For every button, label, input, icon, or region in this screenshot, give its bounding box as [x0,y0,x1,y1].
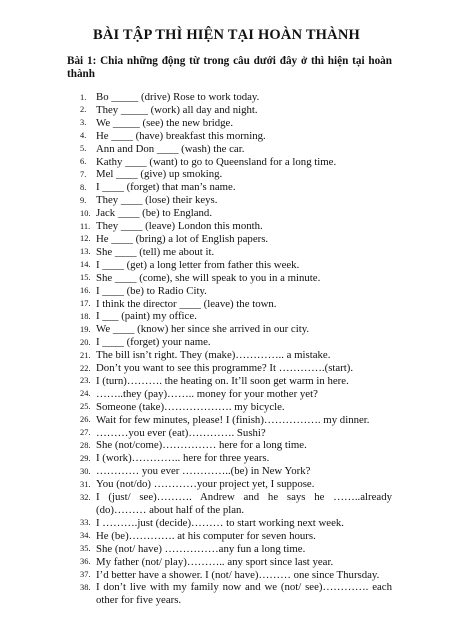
exercise-number: 13. [80,247,91,257]
exercise-number: 3. [80,118,87,128]
exercise-number: 5. [80,144,87,154]
exercise-item [80,310,392,323]
exercise-text: ………… you ever …………..(be) in New York? [96,465,311,478]
exercise-number: 17. [80,299,91,308]
exercise-text: They _____ (work) all day and night. [96,103,258,116]
exercise-text: She ____ (come), she will speak to you in a minute. [96,271,321,284]
exercise-number: 34. [80,531,91,541]
exercise-number: 1. [80,92,87,102]
exercise-text: I’d better have a shower. I (not/ have)……… one since Thursday. [96,568,380,581]
exercise-text: The bill isn’t right. They (make)………….. a mistake. [96,349,331,362]
exercise-number: 6. [80,157,87,167]
exercise-number: 2. [80,105,87,115]
exercise-item [80,543,392,556]
exercise-item [80,427,392,440]
exercise-text: They ____ (lose) their keys. [96,194,218,207]
exercise-text: ……..they (pay)…….. money for your mother yet? [96,387,318,400]
exercise-text: I ____ (forget) that man’s name. [96,181,236,194]
exercise-item [80,259,392,272]
exercise-item [80,272,392,285]
exercise-item [80,104,392,117]
exercise-text: Bo _____ (drive) Rose to work today. [96,91,260,103]
exercise-item [80,491,392,517]
exercise-item [80,388,392,401]
exercise-item [80,298,392,311]
exercise-number: 27. [80,428,91,438]
exercise-text: Wait for few minutes, please! I (finish)……………. my dinner. [96,413,370,426]
exercise-number: 4. [80,131,87,141]
exercise-number: 23. [80,376,91,386]
exercise-text: I ____ (forget) your name. [96,336,211,349]
exercise-item [80,194,392,207]
exercise-item [80,362,392,375]
exercise-text: He ____ (have) breakfast this morning. [96,129,266,142]
exercise-text: Don’t you want to see this programme? It ………….(start). [96,362,354,375]
exercise-number: 22. [80,363,91,373]
exercise-text: My father (not/ play)……….. any sport since last year. [96,555,334,568]
exercise-number: 25. [80,402,91,412]
exercise-item [80,246,392,259]
exercise-text: I (turn)………. the heating on. It’ll soon get warm in here. [96,374,349,387]
exercise-text: They ____ (leave) London this month. [96,220,263,233]
exercise-number: 11. [80,221,91,231]
exercise-item [80,517,392,530]
exercise-text: Jack ____ (be) to England. [96,207,213,220]
exercise-item [80,220,392,233]
exercise-number: 38. [80,582,91,592]
exercise-number: 21. [80,350,91,360]
exercise-text: She ____ (tell) me about it. [96,245,215,258]
exercise-item [80,156,392,169]
exercise-item [80,375,392,388]
exercise-number: 19. [80,324,91,334]
exercise-item [80,181,392,194]
exercise-item [80,401,392,414]
exercise-text: I (work)………….. here for three years. [96,452,270,465]
exercise-text: Mel ____ (give) up smoking. [96,168,223,181]
exercise-text: I (just/ see)………. Andrew and he says he ……..already (do)……… about half of the plan. [96,491,392,516]
exercise-number: 8. [80,182,87,192]
exercise-number: 35. [80,544,91,554]
exercise-item [80,168,392,181]
exercise-number: 26. [80,415,91,425]
exercise-text: He ____ (bring) a lot of English papers. [96,232,269,245]
page-title: BÀI TẬP THÌ HIỆN TẠI HOÀN THÀNH [92,27,360,43]
exercise-item [80,130,392,143]
exercise-item [80,439,392,452]
exercise-number: 36. [80,557,91,567]
exercise-number: 37. [80,570,91,580]
exercise-text: I don’t live with my family now and we (not/ see)…………. each other for five years. [96,581,392,607]
exercise-list [80,91,392,607]
exercise-text: We ____ (know) her since she arrived in our city. [96,323,310,336]
exercise-number: 18. [80,311,91,321]
exercise-item [80,581,392,607]
exercise-text: You (not/do) …………your project yet, I suppose. [96,478,315,491]
exercise-number: 14. [80,260,91,270]
exercise-number: 32. [80,492,91,502]
exercise-text: She (not/ have) ……………any fun a long time. [96,542,306,555]
exercise-number: 28. [80,440,91,450]
exercise-number: 16. [80,286,91,296]
exercise-item [80,556,392,569]
exercise-item [80,117,392,130]
exercise-item [80,452,392,465]
exercise-text: Kathy ____ (want) to go to Queensland for a long time. [96,155,337,168]
exercise-number: 31. [80,479,91,489]
exercise-item [80,478,392,491]
exercise-text: I ……….just (decide)……… to start working next week. [96,516,344,529]
exercise-text: I ____ (be) to Radio City. [96,284,207,297]
exercise-number: 15. [80,273,91,283]
exercise-number: 24. [80,389,91,399]
exercise-text: She (not/come)…………… here for a long time. [96,439,307,452]
exercise-item [80,91,392,104]
exercise-text: I ____ (get) a long letter from father this week. [96,258,300,271]
exercise-text: I ___ (paint) my office. [96,310,197,323]
exercise-item [80,465,392,478]
exercise-item [80,336,392,349]
exercise-text: We _____ (see) the new bridge. [96,116,234,129]
exercise-number: 30. [80,466,91,476]
exercise-number: 29. [80,453,91,463]
exercise-text: Someone (take)………………. my bicycle. [96,400,285,413]
exercise-text: He (be)…………. at his computer for seven hours. [96,529,316,542]
exercise-text: Ann and Don ____ (wash) the car. [96,142,245,155]
exercise-heading: Bài 1: Chia những động từ trong câu dưới đây ở thì hiện tại hoàn thành [67,55,392,80]
exercise-item [80,530,392,543]
exercise-item [80,569,392,582]
exercise-number: 7. [80,169,87,179]
exercise-number: 20. [80,337,91,347]
exercise-item [80,323,392,336]
exercise-item [80,143,392,156]
exercise-number: 10. [80,208,91,218]
exercise-item [80,414,392,427]
exercise-number: 9. [80,195,87,205]
exercise-text: ………you ever (eat)…………. Sushi? [96,426,266,439]
exercise-item [80,349,392,362]
exercise-text: I think the director ____ (leave) the town. [96,297,277,310]
exercise-item [80,233,392,246]
exercise-number: 33. [80,518,91,528]
exercise-item [80,207,392,220]
exercise-item [80,285,392,298]
exercise-number: 12. [80,234,91,244]
